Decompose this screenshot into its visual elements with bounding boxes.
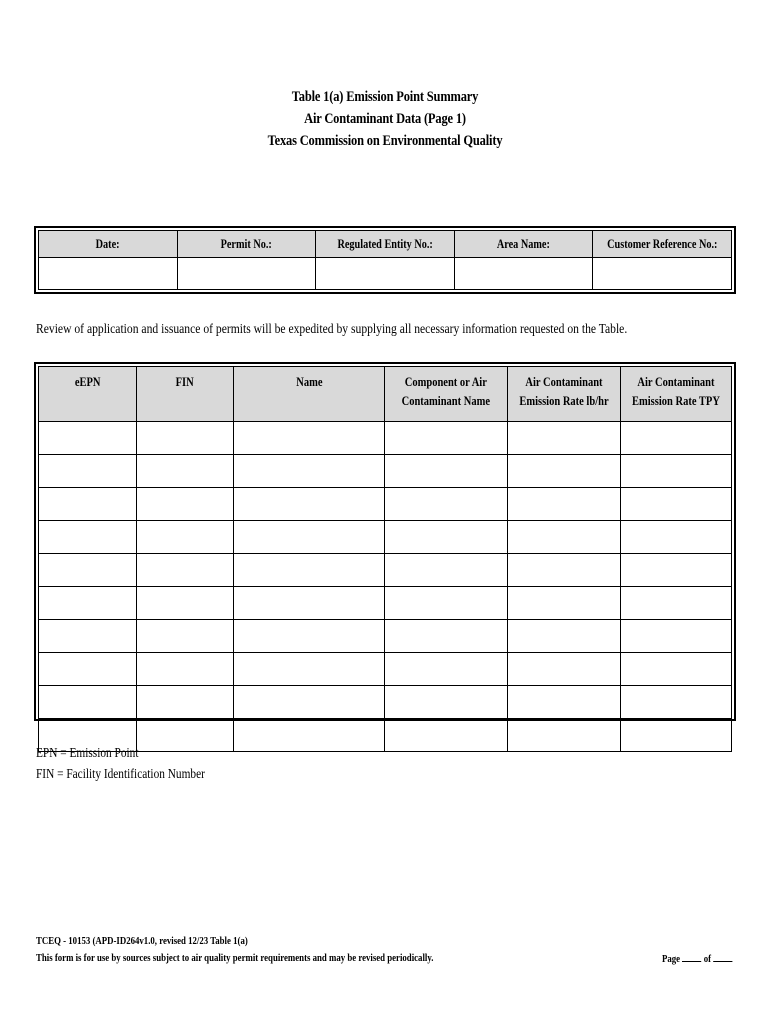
fin-cell[interactable] — [137, 521, 233, 554]
of-label: of — [703, 953, 712, 965]
emission-rate-tpy-cell[interactable] — [621, 455, 732, 488]
eepn-cell[interactable] — [39, 587, 137, 620]
eepn-header: eEPN — [39, 367, 137, 422]
name-cell[interactable] — [233, 455, 385, 488]
name-cell[interactable] — [233, 554, 385, 587]
emission-rate-lbhr-cell[interactable] — [508, 455, 621, 488]
eepn-cell[interactable] — [39, 554, 137, 587]
emission-rate-lbhr-cell[interactable] — [508, 653, 621, 686]
emission-rate-tpy-cell[interactable] — [621, 422, 732, 455]
contaminant-name-cell[interactable] — [385, 455, 508, 488]
fin-cell[interactable] — [137, 620, 233, 653]
document-title — [0, 86, 770, 152]
name-cell[interactable] — [233, 521, 385, 554]
contaminant-name-cell[interactable] — [385, 521, 508, 554]
info-table-frame — [34, 226, 736, 294]
eepn-cell[interactable] — [39, 653, 137, 686]
eepn-cell[interactable] — [39, 455, 137, 488]
emission-rate-lbhr-header: Air Contaminant Emission Rate lb/hr — [508, 367, 621, 422]
page-label: Page — [662, 953, 681, 965]
emission-rate-tpy-cell[interactable] — [621, 587, 732, 620]
area-name-field[interactable] — [454, 258, 593, 290]
info-table — [38, 230, 732, 290]
fin-cell[interactable] — [137, 488, 233, 521]
eepn-cell[interactable] — [39, 686, 137, 719]
contaminant-name-cell[interactable] — [385, 719, 508, 752]
customer-reference-no-field[interactable] — [593, 258, 732, 290]
emission-rate-lbhr-cell[interactable] — [508, 686, 621, 719]
name-cell[interactable] — [233, 686, 385, 719]
emission-rate-tpy-cell[interactable] — [621, 620, 732, 653]
emission-rate-lbhr-cell[interactable] — [508, 719, 621, 752]
title-line-1: Table 1(a) Emission Point Summary — [291, 89, 479, 105]
title-line-2: Air Contaminant Data (Page 1) — [304, 111, 466, 127]
epn-definition: EPN = Emission Point — [36, 745, 139, 760]
emission-rate-tpy-cell[interactable] — [621, 719, 732, 752]
emission-rate-lbhr-cell[interactable] — [508, 521, 621, 554]
page-total-blank[interactable] — [713, 950, 732, 962]
regulated-entity-no-field[interactable] — [316, 258, 455, 290]
table-row — [39, 455, 732, 488]
fin-cell[interactable] — [137, 587, 233, 620]
name-cell[interactable] — [233, 422, 385, 455]
contaminant-name-cell[interactable] — [385, 422, 508, 455]
table-row — [39, 620, 732, 653]
emission-rate-tpy-cell[interactable] — [621, 521, 732, 554]
table-row — [39, 554, 732, 587]
form-id: TCEQ - 10153 (APD-ID264v1.0, revised 12/23 Table 1(a) — [36, 935, 248, 947]
emission-rate-tpy-cell[interactable] — [621, 686, 732, 719]
info-value-row — [39, 258, 732, 290]
table-row — [39, 587, 732, 620]
table-row — [39, 521, 732, 554]
emission-rate-lbhr-cell[interactable] — [508, 422, 621, 455]
name-cell[interactable] — [233, 620, 385, 653]
fin-cell[interactable] — [137, 554, 233, 587]
eepn-cell[interactable] — [39, 620, 137, 653]
page-number — [662, 950, 732, 968]
title-line-3: Texas Commission on Environmental Quality — [267, 133, 503, 149]
contaminant-name-cell[interactable] — [385, 653, 508, 686]
name-cell[interactable] — [233, 719, 385, 752]
form-footer — [36, 933, 433, 967]
date-header: Date: — [39, 231, 178, 258]
regulated-entity-no-header: Regulated Entity No.: — [316, 231, 455, 258]
fin-definition: FIN = Facility Identification Number — [36, 766, 205, 781]
contaminant-name-cell[interactable] — [385, 587, 508, 620]
emission-table-frame — [34, 362, 736, 721]
abbreviation-legend — [36, 742, 205, 784]
emission-rate-lbhr-cell[interactable] — [508, 488, 621, 521]
instructions-note: Review of application and issuance of permits will be expedited by supplying all necessary information requested on the Table. — [36, 321, 628, 336]
fin-header: FIN — [137, 367, 233, 422]
fin-cell[interactable] — [137, 455, 233, 488]
emission-rate-tpy-header: Air Contaminant Emission Rate TPY — [621, 367, 732, 422]
contaminant-name-header: Component or Air Contaminant Name — [385, 367, 508, 422]
form-disclaimer: This form is for use by sources subject to air quality permit requirements and may be revised periodically. — [36, 952, 434, 964]
contaminant-name-cell[interactable] — [385, 686, 508, 719]
emission-header-row — [39, 367, 732, 422]
emission-rate-lbhr-cell[interactable] — [508, 620, 621, 653]
name-cell[interactable] — [233, 488, 385, 521]
table-row — [39, 422, 732, 455]
fin-cell[interactable] — [137, 653, 233, 686]
eepn-cell[interactable] — [39, 488, 137, 521]
emission-rate-tpy-cell[interactable] — [621, 488, 732, 521]
eepn-cell[interactable] — [39, 422, 137, 455]
table-row — [39, 653, 732, 686]
contaminant-name-cell[interactable] — [385, 620, 508, 653]
contaminant-name-cell[interactable] — [385, 554, 508, 587]
table-row — [39, 686, 732, 719]
permit-no-header: Permit No.: — [177, 231, 316, 258]
info-header-row — [39, 231, 732, 258]
permit-no-field[interactable] — [177, 258, 316, 290]
emission-rate-tpy-cell[interactable] — [621, 554, 732, 587]
area-name-header: Area Name: — [454, 231, 593, 258]
fin-cell[interactable] — [137, 422, 233, 455]
contaminant-name-cell[interactable] — [385, 488, 508, 521]
page-number-blank[interactable] — [682, 950, 701, 962]
emission-rate-lbhr-cell[interactable] — [508, 554, 621, 587]
name-cell[interactable] — [233, 653, 385, 686]
emission-rate-tpy-cell[interactable] — [621, 653, 732, 686]
name-header: Name — [233, 367, 385, 422]
table-row — [39, 488, 732, 521]
date-field[interactable] — [39, 258, 178, 290]
eepn-cell[interactable] — [39, 521, 137, 554]
emission-table — [38, 366, 732, 752]
emission-rate-lbhr-cell[interactable] — [508, 587, 621, 620]
fin-cell[interactable] — [137, 686, 233, 719]
customer-reference-no-header: Customer Reference No.: — [593, 231, 732, 258]
emission-table-body — [39, 422, 732, 752]
name-cell[interactable] — [233, 587, 385, 620]
